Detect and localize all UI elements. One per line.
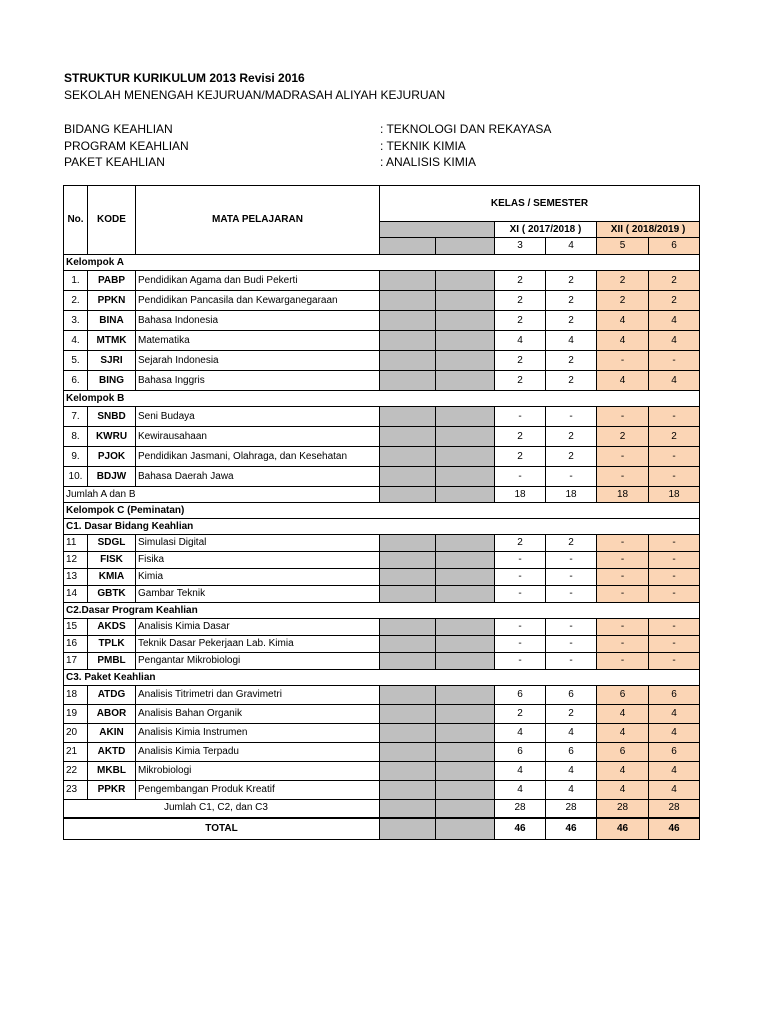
table-row bbox=[64, 552, 700, 569]
row-no: 19 bbox=[64, 705, 88, 724]
sem-4-value: 6 bbox=[546, 686, 597, 705]
gray-cell bbox=[436, 427, 495, 447]
table-row bbox=[64, 743, 700, 762]
row-no: 9. bbox=[64, 447, 88, 467]
sem-4-value: - bbox=[546, 407, 597, 427]
sem-6-value: 4 bbox=[649, 311, 700, 331]
row-subject-name: Analisis Kimia Instrumen bbox=[136, 724, 380, 743]
row-kode: ABOR bbox=[88, 705, 136, 724]
gray-cell bbox=[436, 800, 495, 818]
sem-5-value: 2 bbox=[597, 427, 649, 447]
total-label: TOTAL bbox=[64, 818, 380, 840]
gray-cell bbox=[380, 291, 436, 311]
sum-label: Jumlah C1, C2, dan C3 bbox=[64, 800, 380, 818]
row-subject-name: Kimia bbox=[136, 569, 380, 586]
sem-3-value: - bbox=[495, 407, 546, 427]
row-subject-name: Simulasi Digital bbox=[136, 535, 380, 552]
gray-cell bbox=[436, 762, 495, 781]
sem-6-value: 2 bbox=[649, 271, 700, 291]
sem-5-value: - bbox=[597, 351, 649, 371]
sem-3-value: - bbox=[495, 653, 546, 670]
row-no: 10. bbox=[64, 467, 88, 487]
sem-6-value: 28 bbox=[649, 800, 700, 818]
gray-cell bbox=[380, 586, 436, 603]
sem-4-value: 4 bbox=[546, 724, 597, 743]
row-no: 7. bbox=[64, 407, 88, 427]
curriculum-table bbox=[63, 185, 700, 840]
sem-4-value: 2 bbox=[546, 705, 597, 724]
sem-6-value: 6 bbox=[649, 686, 700, 705]
sem-5-value: - bbox=[597, 447, 649, 467]
sem-3-value: - bbox=[495, 619, 546, 636]
sem-5-value: - bbox=[597, 653, 649, 670]
sem-3-value: 6 bbox=[495, 743, 546, 762]
row-no: 6. bbox=[64, 371, 88, 391]
gray-cell bbox=[380, 619, 436, 636]
row-no: 11 bbox=[64, 535, 88, 552]
sem-6-value: - bbox=[649, 586, 700, 603]
gray-cell bbox=[436, 636, 495, 653]
sem-5-value: 28 bbox=[597, 800, 649, 818]
sem-4-value: - bbox=[546, 636, 597, 653]
gray-cell bbox=[436, 705, 495, 724]
total-row bbox=[64, 818, 700, 840]
sem-3-value: 4 bbox=[495, 724, 546, 743]
row-subject-name: Pendidikan Pancasila dan Kewarganegaraan bbox=[136, 291, 380, 311]
row-kode: KMIA bbox=[88, 569, 136, 586]
header-sem-5: 5 bbox=[597, 238, 649, 255]
row-subject-name: Pendidikan Jasmani, Olahraga, dan Kesehatan bbox=[136, 447, 380, 467]
table-row bbox=[64, 586, 700, 603]
sem-4-value: 46 bbox=[546, 818, 597, 840]
sem-3-value: - bbox=[495, 467, 546, 487]
sem-3-value: 2 bbox=[495, 291, 546, 311]
group-row bbox=[64, 255, 700, 271]
gray-cell bbox=[436, 467, 495, 487]
row-kode: SDGL bbox=[88, 535, 136, 552]
gray-cell bbox=[380, 447, 436, 467]
sem-5-value: 2 bbox=[597, 291, 649, 311]
sem-6-value: 2 bbox=[649, 427, 700, 447]
group-label: Kelompok C (Peminatan) bbox=[64, 503, 700, 519]
row-kode: FISK bbox=[88, 552, 136, 569]
gray-cell bbox=[436, 552, 495, 569]
sem-4-value: 2 bbox=[546, 371, 597, 391]
gray-cell bbox=[380, 535, 436, 552]
sem-6-value: 18 bbox=[649, 487, 700, 503]
gray-cell bbox=[436, 743, 495, 762]
row-kode: KWRU bbox=[88, 427, 136, 447]
header-sem-1 bbox=[380, 238, 436, 255]
sem-3-value: 18 bbox=[495, 487, 546, 503]
sem-3-value: 2 bbox=[495, 271, 546, 291]
sem-4-value: - bbox=[546, 552, 597, 569]
gray-cell bbox=[380, 636, 436, 653]
table-row bbox=[64, 686, 700, 705]
meta-label-paket: PAKET KEAHLIAN bbox=[64, 155, 165, 169]
sem-5-value: - bbox=[597, 619, 649, 636]
sem-6-value: 4 bbox=[649, 781, 700, 800]
row-no: 3. bbox=[64, 311, 88, 331]
sem-5-value: 4 bbox=[597, 724, 649, 743]
sem-6-value: - bbox=[649, 407, 700, 427]
sem-5-value: 6 bbox=[597, 686, 649, 705]
sum-row bbox=[64, 487, 700, 503]
sem-4-value: - bbox=[546, 586, 597, 603]
gray-cell bbox=[380, 800, 436, 818]
gray-cell bbox=[436, 586, 495, 603]
header-blank-gray bbox=[380, 222, 495, 238]
gray-cell bbox=[380, 762, 436, 781]
sem-5-value: 4 bbox=[597, 705, 649, 724]
sem-3-value: 2 bbox=[495, 351, 546, 371]
sum-label: Jumlah A dan B bbox=[64, 487, 380, 503]
row-no: 1. bbox=[64, 271, 88, 291]
table-row bbox=[64, 311, 700, 331]
sem-5-value: 6 bbox=[597, 743, 649, 762]
row-subject-name: Seni Budaya bbox=[136, 407, 380, 427]
sem-4-value: 2 bbox=[546, 311, 597, 331]
gray-cell bbox=[436, 447, 495, 467]
header-sem-2 bbox=[436, 238, 495, 255]
sem-6-value: 4 bbox=[649, 705, 700, 724]
sem-5-value: 4 bbox=[597, 762, 649, 781]
row-subject-name: Sejarah Indonesia bbox=[136, 351, 380, 371]
row-no: 12 bbox=[64, 552, 88, 569]
table-row bbox=[64, 467, 700, 487]
row-no: 22 bbox=[64, 762, 88, 781]
row-kode: BINA bbox=[88, 311, 136, 331]
gray-cell bbox=[380, 351, 436, 371]
row-kode: AKTD bbox=[88, 743, 136, 762]
row-subject-name: Pendidikan Agama dan Budi Pekerti bbox=[136, 271, 380, 291]
gray-cell bbox=[380, 653, 436, 670]
sem-6-value: - bbox=[649, 569, 700, 586]
row-kode: PABP bbox=[88, 271, 136, 291]
gray-cell bbox=[436, 311, 495, 331]
sem-4-value: 2 bbox=[546, 351, 597, 371]
sem-5-value: - bbox=[597, 467, 649, 487]
sem-6-value: 4 bbox=[649, 762, 700, 781]
table-row bbox=[64, 371, 700, 391]
table-row bbox=[64, 762, 700, 781]
row-no: 2. bbox=[64, 291, 88, 311]
group-label: Kelompok B bbox=[64, 391, 700, 407]
header-sem-4: 4 bbox=[546, 238, 597, 255]
row-subject-name: Pengantar Mikrobiologi bbox=[136, 653, 380, 670]
sem-4-value: 2 bbox=[546, 535, 597, 552]
group-label: Kelompok A bbox=[64, 255, 700, 271]
row-kode: TPLK bbox=[88, 636, 136, 653]
sem-6-value: - bbox=[649, 351, 700, 371]
row-subject-name: Analisis Kimia Dasar bbox=[136, 619, 380, 636]
header-sem-6: 6 bbox=[649, 238, 700, 255]
row-subject-name: Bahasa Indonesia bbox=[136, 311, 380, 331]
sem-5-value: - bbox=[597, 586, 649, 603]
row-kode: PMBL bbox=[88, 653, 136, 670]
meta-value-program: : TEKNIK KIMIA bbox=[380, 139, 466, 153]
gray-cell bbox=[380, 487, 436, 503]
sem-6-value: 6 bbox=[649, 743, 700, 762]
meta-label-bidang: BIDANG KEAHLIAN bbox=[64, 122, 173, 136]
sem-5-value: - bbox=[597, 552, 649, 569]
header-xi: XI ( 2017/2018 ) bbox=[495, 222, 597, 238]
sem-3-value: - bbox=[495, 569, 546, 586]
gray-cell bbox=[436, 781, 495, 800]
gray-cell bbox=[436, 818, 495, 840]
sem-6-value: - bbox=[649, 653, 700, 670]
sem-4-value: 4 bbox=[546, 331, 597, 351]
sem-5-value: - bbox=[597, 636, 649, 653]
sum-row bbox=[64, 800, 700, 818]
gray-cell bbox=[380, 686, 436, 705]
sem-6-value: 4 bbox=[649, 371, 700, 391]
sem-6-value: 4 bbox=[649, 724, 700, 743]
table-row bbox=[64, 407, 700, 427]
gray-cell bbox=[436, 291, 495, 311]
gray-cell bbox=[380, 271, 436, 291]
row-no: 23 bbox=[64, 781, 88, 800]
gray-cell bbox=[436, 331, 495, 351]
row-kode: ATDG bbox=[88, 686, 136, 705]
gray-cell bbox=[380, 467, 436, 487]
sem-4-value: 2 bbox=[546, 427, 597, 447]
row-no: 20 bbox=[64, 724, 88, 743]
sem-5-value: - bbox=[597, 569, 649, 586]
table-row bbox=[64, 781, 700, 800]
row-no: 14 bbox=[64, 586, 88, 603]
sem-3-value: - bbox=[495, 552, 546, 569]
sem-5-value: 4 bbox=[597, 371, 649, 391]
table-row bbox=[64, 569, 700, 586]
group-row bbox=[64, 503, 700, 519]
sem-3-value: 4 bbox=[495, 762, 546, 781]
sem-6-value: - bbox=[649, 447, 700, 467]
row-no: 16 bbox=[64, 636, 88, 653]
gray-cell bbox=[380, 371, 436, 391]
gray-cell bbox=[380, 569, 436, 586]
sem-3-value: - bbox=[495, 586, 546, 603]
document-subtitle: SEKOLAH MENENGAH KEJURUAN/MADRASAH ALIYAH KEJURUAN bbox=[64, 88, 446, 102]
sem-3-value: 2 bbox=[495, 311, 546, 331]
table-row bbox=[64, 447, 700, 467]
table-row bbox=[64, 636, 700, 653]
table-row bbox=[64, 619, 700, 636]
sem-6-value: - bbox=[649, 619, 700, 636]
table-row bbox=[64, 351, 700, 371]
sem-6-value: - bbox=[649, 535, 700, 552]
row-subject-name: Teknik Dasar Pekerjaan Lab. Kimia bbox=[136, 636, 380, 653]
sem-3-value: 4 bbox=[495, 331, 546, 351]
gray-cell bbox=[436, 535, 495, 552]
row-no: 17 bbox=[64, 653, 88, 670]
row-kode: PPKR bbox=[88, 781, 136, 800]
sem-3-value: 2 bbox=[495, 447, 546, 467]
meta-value-paket: : ANALISIS KIMIA bbox=[380, 155, 477, 169]
sem-5-value: 4 bbox=[597, 781, 649, 800]
gray-cell bbox=[436, 569, 495, 586]
group-row bbox=[64, 670, 700, 686]
document-title: STRUKTUR KURIKULUM 2013 Revisi 2016 bbox=[64, 71, 305, 85]
header-xii: XII ( 2018/2019 ) bbox=[597, 222, 700, 238]
gray-cell bbox=[380, 427, 436, 447]
row-no: 13 bbox=[64, 569, 88, 586]
gray-cell bbox=[436, 271, 495, 291]
row-kode: AKDS bbox=[88, 619, 136, 636]
sem-3-value: 46 bbox=[495, 818, 546, 840]
sem-5-value: 18 bbox=[597, 487, 649, 503]
sem-4-value: 2 bbox=[546, 271, 597, 291]
row-no: 18 bbox=[64, 686, 88, 705]
table-row bbox=[64, 653, 700, 670]
row-no: 5. bbox=[64, 351, 88, 371]
row-kode: SNBD bbox=[88, 407, 136, 427]
sem-4-value: 28 bbox=[546, 800, 597, 818]
gray-cell bbox=[436, 619, 495, 636]
row-kode: GBTK bbox=[88, 586, 136, 603]
group-row bbox=[64, 391, 700, 407]
gray-cell bbox=[436, 686, 495, 705]
group-row bbox=[64, 519, 700, 535]
sem-5-value: - bbox=[597, 407, 649, 427]
row-subject-name: Analisis Bahan Organik bbox=[136, 705, 380, 724]
row-no: 21 bbox=[64, 743, 88, 762]
gray-cell bbox=[436, 407, 495, 427]
gray-cell bbox=[380, 552, 436, 569]
sem-6-value: 2 bbox=[649, 291, 700, 311]
row-subject-name: Kewirausahaan bbox=[136, 427, 380, 447]
row-no: 15 bbox=[64, 619, 88, 636]
row-kode: PJOK bbox=[88, 447, 136, 467]
table-row bbox=[64, 427, 700, 447]
group-row bbox=[64, 603, 700, 619]
meta-label-program: PROGRAM KEAHLIAN bbox=[64, 139, 189, 153]
table-row bbox=[64, 535, 700, 552]
sem-5-value: 4 bbox=[597, 331, 649, 351]
row-subject-name: Pengembangan Produk Kreatif bbox=[136, 781, 380, 800]
header-kode: KODE bbox=[88, 186, 136, 255]
gray-cell bbox=[436, 371, 495, 391]
group-label: C1. Dasar Bidang Keahlian bbox=[64, 519, 700, 535]
row-kode: MKBL bbox=[88, 762, 136, 781]
row-kode: PPKN bbox=[88, 291, 136, 311]
sem-4-value: - bbox=[546, 653, 597, 670]
row-subject-name: Analisis Titrimetri dan Gravimetri bbox=[136, 686, 380, 705]
table-row bbox=[64, 724, 700, 743]
gray-cell bbox=[380, 781, 436, 800]
group-label: C3. Paket Keahlian bbox=[64, 670, 700, 686]
gray-cell bbox=[380, 311, 436, 331]
sem-4-value: - bbox=[546, 619, 597, 636]
sem-5-value: 2 bbox=[597, 271, 649, 291]
sem-6-value: 4 bbox=[649, 331, 700, 351]
row-kode: AKIN bbox=[88, 724, 136, 743]
sem-4-value: 18 bbox=[546, 487, 597, 503]
gray-cell bbox=[436, 351, 495, 371]
table-row bbox=[64, 271, 700, 291]
sem-5-value: - bbox=[597, 535, 649, 552]
row-subject-name: Bahasa Daerah Jawa bbox=[136, 467, 380, 487]
table-row bbox=[64, 705, 700, 724]
row-no: 4. bbox=[64, 331, 88, 351]
sem-3-value: 2 bbox=[495, 371, 546, 391]
meta-value-bidang: : TEKNOLOGI DAN REKAYASA bbox=[380, 122, 552, 136]
header-sem-3: 3 bbox=[495, 238, 546, 255]
row-subject-name: Analisis Kimia Terpadu bbox=[136, 743, 380, 762]
sem-6-value: - bbox=[649, 467, 700, 487]
gray-cell bbox=[380, 818, 436, 840]
sem-5-value: 46 bbox=[597, 818, 649, 840]
sem-4-value: 4 bbox=[546, 781, 597, 800]
sem-6-value: - bbox=[649, 636, 700, 653]
sem-3-value: 2 bbox=[495, 705, 546, 724]
header-mata-pelajaran: MATA PELAJARAN bbox=[136, 186, 380, 255]
gray-cell bbox=[436, 653, 495, 670]
sem-3-value: 4 bbox=[495, 781, 546, 800]
sem-3-value: 6 bbox=[495, 686, 546, 705]
row-subject-name: Matematika bbox=[136, 331, 380, 351]
gray-cell bbox=[380, 407, 436, 427]
group-label: C2.Dasar Program Keahlian bbox=[64, 603, 700, 619]
header-kelas-semester: KELAS / SEMESTER bbox=[380, 186, 700, 222]
sem-3-value: 2 bbox=[495, 427, 546, 447]
sem-3-value: 2 bbox=[495, 535, 546, 552]
gray-cell bbox=[380, 705, 436, 724]
sem-6-value: - bbox=[649, 552, 700, 569]
sem-4-value: 6 bbox=[546, 743, 597, 762]
gray-cell bbox=[380, 724, 436, 743]
gray-cell bbox=[436, 487, 495, 503]
sem-3-value: - bbox=[495, 636, 546, 653]
row-subject-name: Bahasa Inggris bbox=[136, 371, 380, 391]
row-subject-name: Gambar Teknik bbox=[136, 586, 380, 603]
row-kode: MTMK bbox=[88, 331, 136, 351]
sem-4-value: - bbox=[546, 569, 597, 586]
sem-4-value: 2 bbox=[546, 291, 597, 311]
table-row bbox=[64, 331, 700, 351]
gray-cell bbox=[380, 743, 436, 762]
sem-4-value: 4 bbox=[546, 762, 597, 781]
row-kode: BDJW bbox=[88, 467, 136, 487]
row-kode: SJRI bbox=[88, 351, 136, 371]
row-kode: BING bbox=[88, 371, 136, 391]
header-no: No. bbox=[64, 186, 88, 255]
sem-4-value: 2 bbox=[546, 447, 597, 467]
table-row bbox=[64, 291, 700, 311]
sem-5-value: 4 bbox=[597, 311, 649, 331]
sem-6-value: 46 bbox=[649, 818, 700, 840]
gray-cell bbox=[436, 724, 495, 743]
sem-3-value: 28 bbox=[495, 800, 546, 818]
sem-4-value: - bbox=[546, 467, 597, 487]
row-subject-name: Fisika bbox=[136, 552, 380, 569]
gray-cell bbox=[380, 331, 436, 351]
row-subject-name: Mikrobiologi bbox=[136, 762, 380, 781]
row-no: 8. bbox=[64, 427, 88, 447]
